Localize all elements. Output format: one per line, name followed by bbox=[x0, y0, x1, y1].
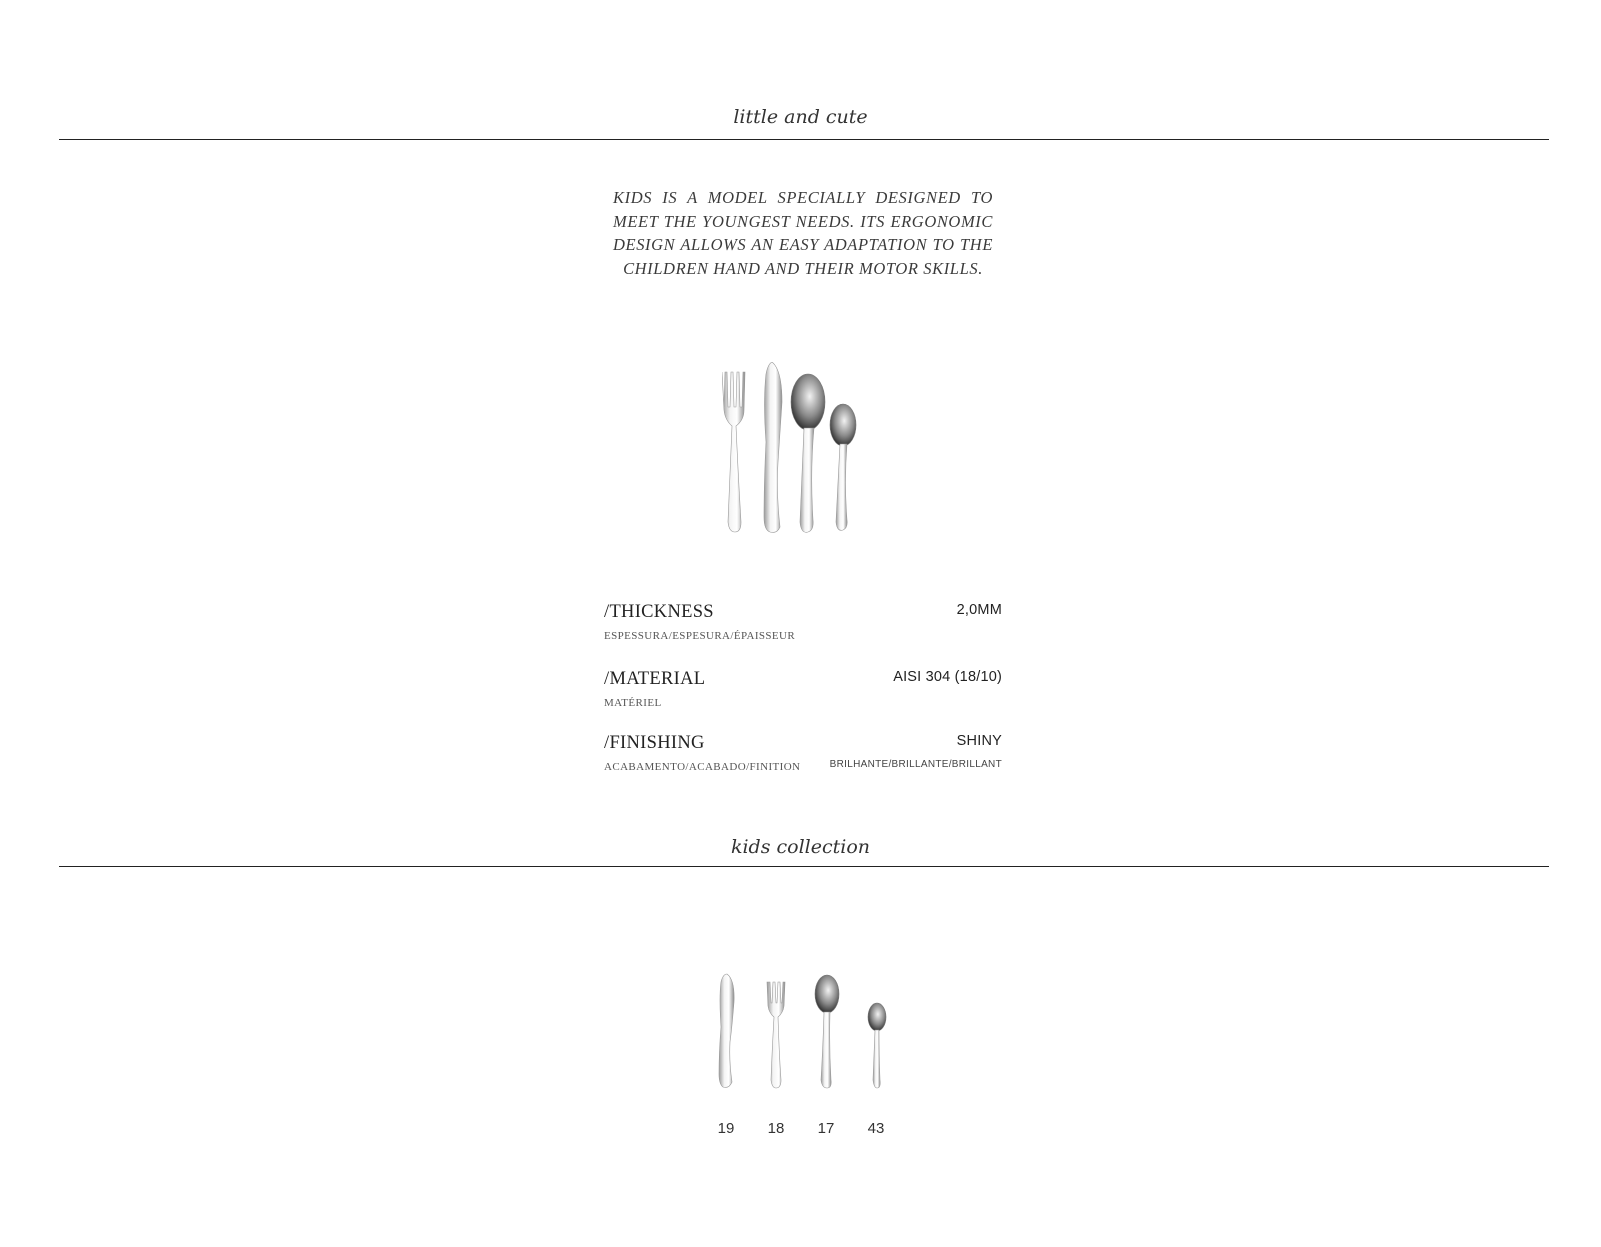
item-code: 17 bbox=[817, 1120, 835, 1137]
spec-label: /THICKNESS bbox=[604, 602, 714, 622]
spec-sublabel: ACABAMENTO/ACABADO/FINITION bbox=[604, 761, 801, 773]
item-code: 43 bbox=[867, 1120, 885, 1137]
section-title-little-and-cute: little and cute bbox=[733, 106, 868, 128]
spec-finishing bbox=[604, 733, 1002, 783]
spec-sublabel: MATÉRIEL bbox=[604, 697, 662, 709]
fork-icon bbox=[756, 972, 796, 1090]
spec-label: /MATERIAL bbox=[604, 669, 706, 689]
collection-item-teaspoon bbox=[856, 972, 896, 1137]
divider-collection bbox=[59, 866, 1549, 867]
spec-sublabel: ESPESSURA/ESPESURA/ÉPAISSEUR bbox=[604, 630, 796, 642]
spec-value: 2,0MM bbox=[956, 602, 1002, 618]
spec-material bbox=[604, 669, 1002, 719]
spoon-icon bbox=[806, 972, 846, 1090]
collection-item-fork bbox=[756, 972, 796, 1137]
spec-subvalue: BRILHANTE/BRILLANTE/BRILLANT bbox=[829, 759, 1002, 770]
kids-cutlery-set-icon bbox=[722, 362, 882, 542]
divider-top bbox=[59, 139, 1549, 140]
teaspoon-icon bbox=[856, 972, 896, 1090]
item-code: 19 bbox=[717, 1120, 735, 1137]
spec-label: /FINISHING bbox=[604, 733, 705, 753]
spec-value: AISI 304 (18/10) bbox=[893, 669, 1002, 685]
collection-item-spoon bbox=[806, 972, 846, 1137]
product-description: KIDS IS A MODEL SPECIALLY DESIGNED TO MEET THE YOUNGEST NEEDS. ITS ERGONOMIC DESIGN ALLOWS AN EASY ADAPTATION TO THE CHILDREN HAND AND THEIR MOTOR SKILLS. bbox=[613, 188, 993, 278]
collection-item-knife bbox=[706, 972, 746, 1137]
section-title-kids-collection: kids collection bbox=[730, 836, 871, 858]
knife-icon bbox=[706, 972, 746, 1090]
item-code: 18 bbox=[767, 1120, 785, 1137]
spec-value: SHINY bbox=[956, 733, 1002, 749]
spec-thickness bbox=[604, 602, 1002, 652]
